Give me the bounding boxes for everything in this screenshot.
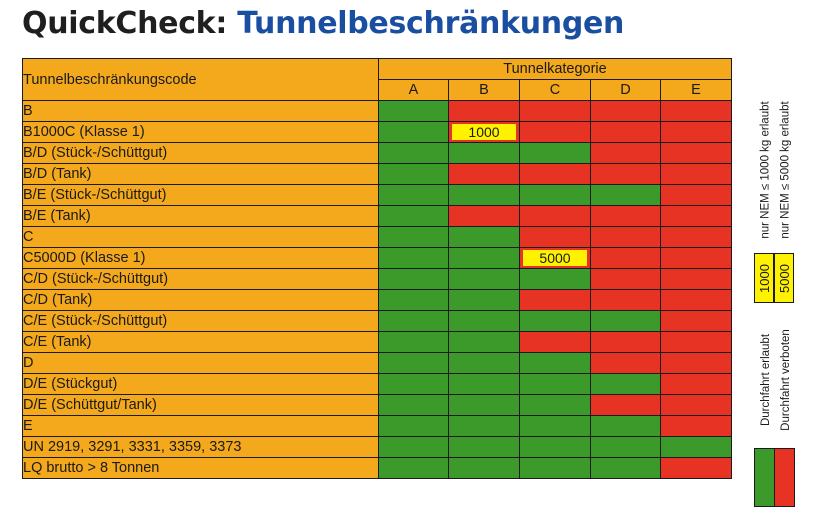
- restriction-code: E: [23, 416, 379, 437]
- cell-allowed: [591, 311, 661, 332]
- table-row: [23, 143, 732, 164]
- table-row: [23, 374, 732, 395]
- cell-allowed: [379, 227, 449, 248]
- cell-allowed: [449, 227, 520, 248]
- cell-forbidden: [449, 164, 520, 185]
- cell-allowed: [520, 374, 591, 395]
- cell-forbidden: [591, 143, 661, 164]
- table-row: [23, 122, 732, 143]
- cell-allowed: [379, 122, 449, 143]
- restriction-code: B/E (Tank): [23, 206, 379, 227]
- cell-forbidden: [591, 227, 661, 248]
- cell-allowed: [379, 143, 449, 164]
- table-row: [23, 353, 732, 374]
- table-row: [23, 290, 732, 311]
- cell-forbidden: [661, 143, 732, 164]
- cell-allowed: [379, 416, 449, 437]
- restriction-code: C/D (Tank): [23, 290, 379, 311]
- cell-allowed: [449, 332, 520, 353]
- table-row: [23, 101, 732, 122]
- cell-forbidden: [449, 206, 520, 227]
- table-row: [23, 332, 732, 353]
- table-row: [23, 395, 732, 416]
- cell-forbidden: [661, 458, 732, 479]
- cell-allowed: [449, 395, 520, 416]
- cell-allowed: [379, 332, 449, 353]
- cell-allowed: [520, 395, 591, 416]
- cell-allowed: [379, 458, 449, 479]
- cell-forbidden: [661, 311, 732, 332]
- cell-allowed: [591, 374, 661, 395]
- tunnel-restriction-table: [22, 58, 732, 479]
- cell-allowed: [520, 269, 591, 290]
- cell-forbidden: [661, 269, 732, 290]
- table-row: [23, 164, 732, 185]
- cell-allowed: [379, 353, 449, 374]
- code-column-header: Tunnelbeschränkungscode: [23, 59, 379, 101]
- cell-forbidden: [661, 353, 732, 374]
- cell-limited: [520, 248, 591, 269]
- cell-allowed: [449, 311, 520, 332]
- legend-nem-1000-label: nur NEM ≤ 1000 kg erlaubt: [760, 101, 773, 239]
- cell-forbidden: [520, 122, 591, 143]
- restriction-code: UN 2919, 3291, 3331, 3359, 3373: [23, 437, 379, 458]
- legend-nem-5000-label: nur NEM ≤ 5000 kg erlaubt: [780, 101, 793, 239]
- cell-allowed: [449, 416, 520, 437]
- category-header: Tunnelkategorie: [379, 59, 732, 80]
- cell-forbidden: [591, 269, 661, 290]
- cell-forbidden: [520, 206, 591, 227]
- cell-forbidden: [661, 185, 732, 206]
- cell-forbidden: [520, 227, 591, 248]
- cell-forbidden: [591, 248, 661, 269]
- cell-allowed: [520, 437, 591, 458]
- restriction-code: LQ brutto > 8 Tonnen: [23, 458, 379, 479]
- cell-forbidden: [661, 101, 732, 122]
- cell-allowed: [520, 185, 591, 206]
- table-row: [23, 437, 732, 458]
- cell-allowed: [379, 248, 449, 269]
- cell-forbidden: [591, 395, 661, 416]
- restriction-code: B/E (Stück-/Schüttgut): [23, 185, 379, 206]
- legend-1000-box: 1000: [754, 253, 774, 303]
- cell-allowed: [520, 143, 591, 164]
- restriction-code: D: [23, 353, 379, 374]
- table-row: [23, 248, 732, 269]
- table-row: [23, 206, 732, 227]
- cell-forbidden: [591, 206, 661, 227]
- cell-allowed: [379, 269, 449, 290]
- table-row: [23, 227, 732, 248]
- cell-forbidden: [661, 290, 732, 311]
- cell-forbidden: [520, 164, 591, 185]
- cell-forbidden: [661, 122, 732, 143]
- cell-allowed: [591, 458, 661, 479]
- cell-allowed: [449, 185, 520, 206]
- cell-forbidden: [661, 395, 732, 416]
- restriction-code: B/D (Tank): [23, 164, 379, 185]
- cell-forbidden: [449, 101, 520, 122]
- cell-forbidden: [661, 248, 732, 269]
- table-row: [23, 416, 732, 437]
- cell-allowed: [449, 269, 520, 290]
- cell-allowed: [520, 353, 591, 374]
- cell-allowed: [520, 458, 591, 479]
- cell-forbidden: [661, 227, 732, 248]
- table-row: [23, 185, 732, 206]
- cell-forbidden: [661, 332, 732, 353]
- restriction-code: C/E (Tank): [23, 332, 379, 353]
- cell-allowed: [520, 416, 591, 437]
- title-brand: QuickCheck:: [22, 6, 228, 41]
- cell-forbidden: [661, 206, 732, 227]
- cell-allowed: [591, 416, 661, 437]
- cell-allowed: [449, 437, 520, 458]
- title-topic: Tunnelbeschränkungen: [237, 6, 625, 41]
- cell-forbidden: [591, 101, 661, 122]
- cell-forbidden: [591, 332, 661, 353]
- cell-forbidden: [520, 290, 591, 311]
- restriction-code: B1000C (Klasse 1): [23, 122, 379, 143]
- cell-allowed: [591, 437, 661, 458]
- restriction-code: C/E (Stück-/Schüttgut): [23, 311, 379, 332]
- legend-green-swatch: [754, 448, 776, 507]
- category-c: C: [520, 80, 591, 101]
- cell-allowed: [379, 437, 449, 458]
- cell-forbidden: [591, 164, 661, 185]
- category-a: A: [379, 80, 449, 101]
- cell-allowed: [449, 374, 520, 395]
- table-row: [23, 311, 732, 332]
- cell-allowed: [379, 185, 449, 206]
- legend-forbidden-label: Durchfahrt verboten: [780, 329, 793, 431]
- restriction-code: D/E (Stückgut): [23, 374, 379, 395]
- cell-allowed: [661, 437, 732, 458]
- cell-allowed: [520, 311, 591, 332]
- table-row: [23, 269, 732, 290]
- cell-forbidden: [591, 353, 661, 374]
- restriction-code: C: [23, 227, 379, 248]
- cell-allowed: [379, 374, 449, 395]
- cell-allowed: [591, 185, 661, 206]
- cell-allowed: [379, 311, 449, 332]
- cell-allowed: [449, 143, 520, 164]
- cell-forbidden: [520, 101, 591, 122]
- category-e: E: [661, 80, 732, 101]
- cell-forbidden: [661, 374, 732, 395]
- legend-5000-box: 5000: [774, 253, 794, 303]
- page-title: [22, 6, 624, 42]
- restriction-code: B: [23, 101, 379, 122]
- cell-forbidden: [591, 290, 661, 311]
- restriction-code: C/D (Stück-/Schüttgut): [23, 269, 379, 290]
- cell-forbidden: [661, 416, 732, 437]
- restriction-code: B/D (Stück-/Schüttgut): [23, 143, 379, 164]
- restriction-code: C5000D (Klasse 1): [23, 248, 379, 269]
- cell-allowed: [449, 248, 520, 269]
- cell-limited: [449, 122, 520, 143]
- cell-allowed: [449, 458, 520, 479]
- cell-forbidden: [591, 122, 661, 143]
- cell-allowed: [379, 164, 449, 185]
- table-row: [23, 458, 732, 479]
- cell-allowed: [379, 395, 449, 416]
- cell-forbidden: [661, 164, 732, 185]
- cell-forbidden: [520, 332, 591, 353]
- cell-allowed: [379, 290, 449, 311]
- cell-allowed: [449, 353, 520, 374]
- category-d: D: [591, 80, 661, 101]
- cell-allowed: [449, 290, 520, 311]
- legend-red-swatch: [774, 448, 795, 507]
- legend-allowed-label: Durchfahrt erlaubt: [760, 333, 773, 427]
- cell-allowed: [379, 206, 449, 227]
- nem-limit-badge: 1000: [452, 124, 516, 140]
- nem-limit-badge: 5000: [523, 250, 587, 266]
- category-b: B: [449, 80, 520, 101]
- cell-allowed: [379, 101, 449, 122]
- restriction-code: D/E (Schüttgut/Tank): [23, 395, 379, 416]
